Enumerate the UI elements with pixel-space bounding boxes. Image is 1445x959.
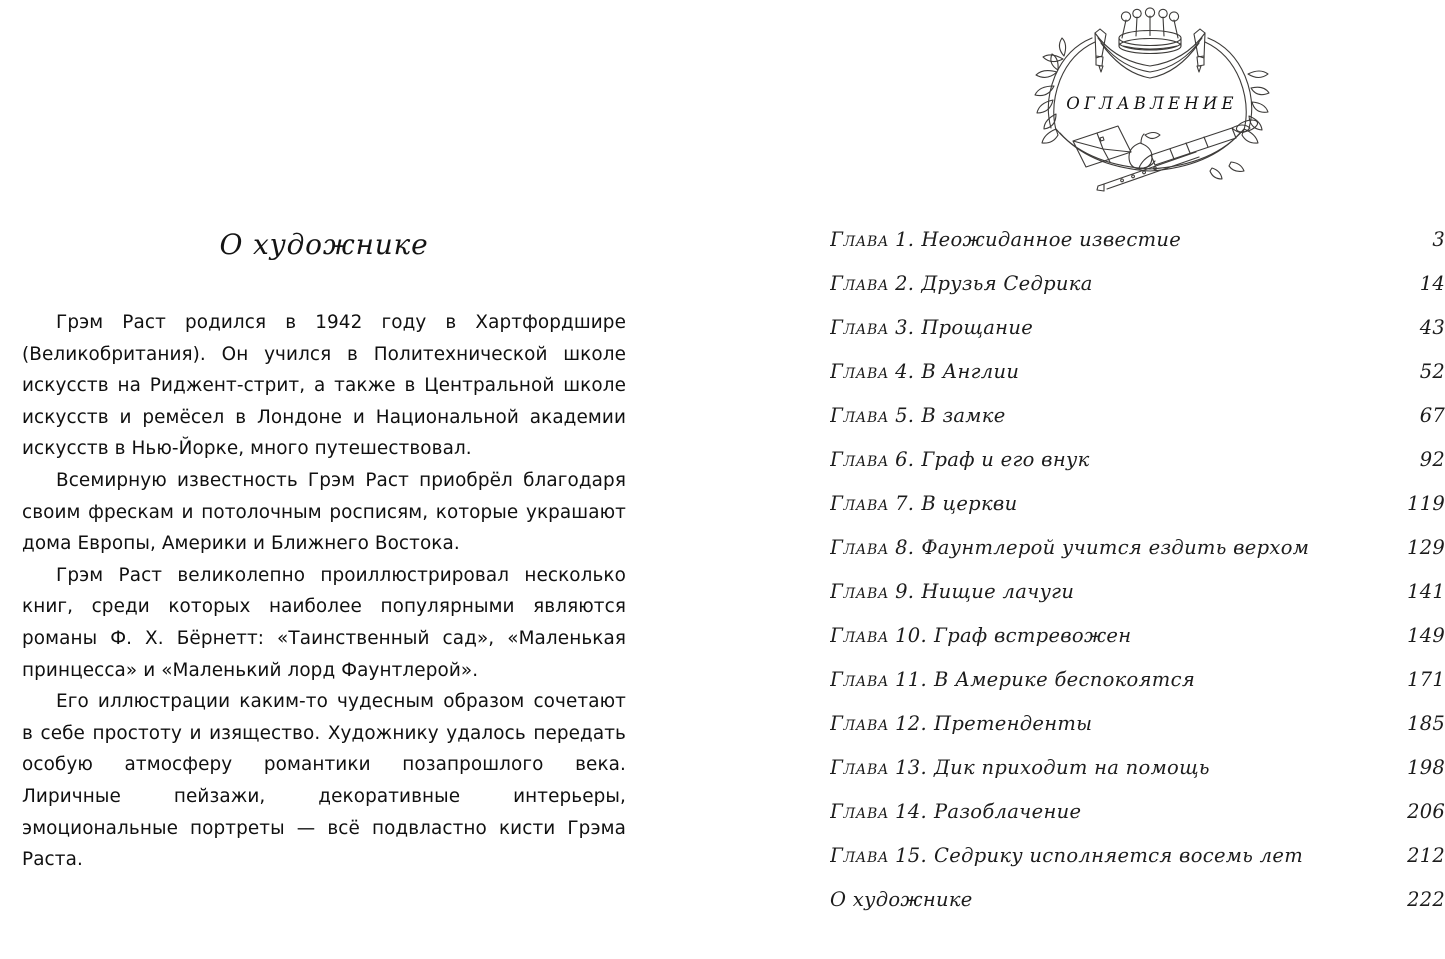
toc-chapter-number: 15. bbox=[895, 844, 928, 867]
toc-entry-title: Фаунтлерой учится ездить верхом bbox=[921, 536, 1310, 559]
toc-entry[interactable] bbox=[830, 228, 1445, 272]
about-artist-text bbox=[22, 307, 626, 876]
oak-leaf-icon bbox=[1035, 38, 1095, 130]
toc-page-number: 185 bbox=[1407, 712, 1445, 735]
toc-chapter-number: 5. bbox=[895, 404, 915, 427]
ribbon-icon bbox=[1242, 129, 1258, 143]
apple-icon bbox=[1129, 133, 1160, 170]
toc-chapter-label: Глава bbox=[830, 580, 890, 603]
ornament-title: ОГЛАВЛЕНИЕ bbox=[1066, 94, 1238, 113]
ribbon-icon bbox=[1042, 129, 1058, 143]
toc-entry[interactable] bbox=[830, 492, 1445, 536]
toc-chapter-label: Глава bbox=[830, 448, 890, 471]
toc-page-number: 129 bbox=[1407, 536, 1445, 559]
toc-page-number: 222 bbox=[1407, 888, 1445, 911]
toc-entry[interactable] bbox=[830, 316, 1445, 360]
toc-entry-title: В церкви bbox=[921, 492, 1018, 515]
toc-chapter-number: 8. bbox=[895, 536, 915, 559]
ribbon-icon bbox=[1210, 168, 1222, 179]
toc-chapter-label: Глава bbox=[830, 492, 890, 515]
toc-entry[interactable] bbox=[830, 404, 1445, 448]
toc-page-number: 206 bbox=[1407, 800, 1445, 823]
toc-chapter-number: 13. bbox=[895, 756, 928, 779]
left-page bbox=[0, 0, 722, 959]
toc-entry-title: Друзья Седрика bbox=[921, 272, 1093, 295]
toc-chapter-label: Глава bbox=[830, 316, 890, 339]
toc-entry-title: Граф встревожен bbox=[934, 624, 1132, 647]
toc-chapter-number: 11. bbox=[895, 668, 928, 691]
toc-page-number: 52 bbox=[1419, 360, 1445, 383]
paragraph: Всемирную известность Грэм Раст приобрёл благодаря своим фрескам и потолочным росписям, которые украшают дома Европы, Америки и Ближнего Востока. bbox=[22, 469, 626, 555]
paragraph: Грэм Раст родился в 1942 году в Хартфордшире (Великобритания). Он учился в Политехнической школе искусств на Риджент-стрит, а также в Центральной школе искусств и ремёсел в Лондоне и Национальной академии искусств в Нью-Йорке, много путешествовал. bbox=[22, 312, 626, 460]
toc-chapter-label: Глава bbox=[830, 756, 890, 779]
toc-chapter-label: Глава bbox=[830, 668, 890, 691]
toc-page-number: 141 bbox=[1407, 580, 1445, 603]
toc-page-number: 14 bbox=[1419, 272, 1445, 295]
toc-entry[interactable] bbox=[830, 668, 1445, 712]
toc-chapter-label: Глава bbox=[830, 404, 890, 427]
toc-entry-title: В Англии bbox=[921, 360, 1020, 383]
toc-chapter-number: 12. bbox=[895, 712, 928, 735]
toc-entry[interactable] bbox=[830, 800, 1445, 844]
toc-chapter-number: 10. bbox=[895, 624, 928, 647]
toc-chapter-label: Глава bbox=[830, 800, 890, 823]
toc-entry-title: Претенденты bbox=[934, 712, 1093, 735]
toc-entry-title: В Америке беспокоятся bbox=[934, 668, 1196, 691]
toc-chapter-number: 7. bbox=[895, 492, 915, 515]
ornament-cartouche bbox=[1000, 2, 1300, 198]
toc-entry[interactable] bbox=[830, 536, 1445, 580]
toc-entry[interactable] bbox=[830, 624, 1445, 668]
toc-page-number: 212 bbox=[1407, 844, 1445, 867]
toc-entry[interactable] bbox=[830, 360, 1445, 404]
toc-chapter-number: 9. bbox=[895, 580, 915, 603]
toc-entry-title: О художнике bbox=[830, 888, 973, 911]
paragraph: Его иллюстрации каким-то чудесным образом сочетают в себе простоту и изящество. Художнику удалось передать особую атмосферу романтики позапрошлого века. Лиричные пейзажи, декоративные интерьеры, эмоциональные портреты — всё подвластно кисти Грэма Раста. bbox=[22, 691, 626, 871]
toc-chapter-label: Глава bbox=[830, 536, 890, 559]
toc-page-number: 198 bbox=[1407, 756, 1445, 779]
toc-page-number: 92 bbox=[1419, 448, 1445, 471]
crown-icon bbox=[1119, 8, 1181, 54]
toc-chapter-number: 1. bbox=[895, 228, 915, 251]
toc-page-number: 3 bbox=[1432, 228, 1445, 251]
toc-entry-title: Дик приходит на помощь bbox=[934, 756, 1210, 779]
toc-entry-title: Неожиданное известие bbox=[921, 228, 1182, 251]
toc-entry[interactable] bbox=[830, 844, 1445, 888]
toc-chapter-label: Глава bbox=[830, 360, 890, 383]
toc-chapter-number: 14. bbox=[895, 800, 928, 823]
page-title: О художнике bbox=[219, 228, 429, 261]
toc-chapter-number: 2. bbox=[895, 272, 915, 295]
toc-page-number: 43 bbox=[1419, 316, 1445, 339]
toc-chapter-number: 6. bbox=[895, 448, 915, 471]
toc-entry[interactable] bbox=[830, 448, 1445, 492]
right-page bbox=[722, 0, 1445, 959]
toc-chapter-label: Глава bbox=[830, 624, 890, 647]
toc-entry-title: В замке bbox=[921, 404, 1006, 427]
toc-entry[interactable] bbox=[830, 888, 1445, 932]
ribbon-icon bbox=[1229, 162, 1244, 171]
toc-chapter-label: Глава bbox=[830, 712, 890, 735]
toc-page-number: 171 bbox=[1407, 668, 1445, 691]
toc-entry-title: Разоблачение bbox=[934, 800, 1082, 823]
oak-leaf-icon bbox=[1205, 38, 1269, 130]
toc-entry[interactable] bbox=[830, 756, 1445, 800]
toc-chapter-label: Глава bbox=[830, 228, 890, 251]
toc-entry[interactable] bbox=[830, 580, 1445, 624]
toc-page-number: 67 bbox=[1419, 404, 1445, 427]
toc-chapter-number: 3. bbox=[895, 316, 915, 339]
toc-chapter-label: Глава bbox=[830, 844, 890, 867]
toc-page-number: 119 bbox=[1407, 492, 1445, 515]
toc-chapter-number: 4. bbox=[895, 360, 915, 383]
table-of-contents bbox=[830, 228, 1445, 932]
toc-entry-title: Седрику исполняется восемь лет bbox=[934, 844, 1304, 867]
toc-entry[interactable] bbox=[830, 272, 1445, 316]
paragraph: Грэм Раст великолепно проиллюстрировал несколько книг, среди которых наиболее популярными являются романы Ф. Х. Бёрнетт: «Таинственный сад», «Маленькая принцесса» и «Маленький лорд Фаунтлерой». bbox=[22, 564, 626, 681]
toc-page-number: 149 bbox=[1407, 624, 1445, 647]
toc-entry-title: Прощание bbox=[921, 316, 1034, 339]
toc-chapter-label: Глава bbox=[830, 272, 890, 295]
toc-entry-title: Граф и его внук bbox=[921, 448, 1090, 471]
toc-entry[interactable] bbox=[830, 712, 1445, 756]
toc-entry-title: Нищие лачуги bbox=[921, 580, 1075, 603]
